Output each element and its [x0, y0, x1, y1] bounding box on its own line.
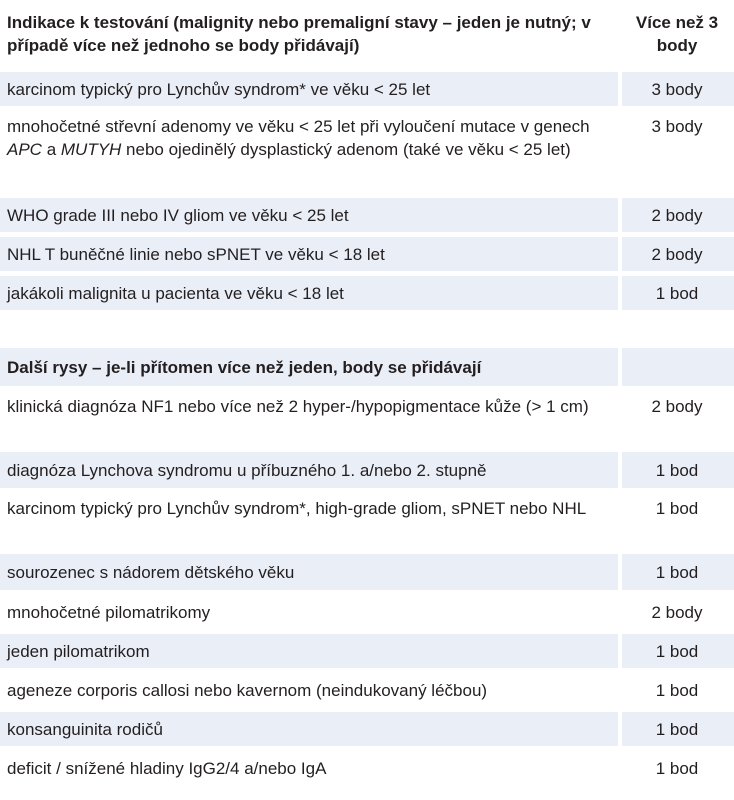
points-value: 2 body — [651, 602, 703, 622]
section1-header-points-label — [620, 6, 734, 66]
criterion-text: mnohočetné pilomatrikomy — [7, 602, 211, 622]
criterion-cell — [0, 72, 620, 106]
criterion-cell — [0, 237, 620, 271]
points-value: 1 bod — [655, 680, 699, 700]
gene-name: MUTYH — [60, 140, 122, 159]
section1-header-row — [0, 6, 734, 66]
criterion-text-part: mnohočetné střevní adenomy ve věku < 25 let při vyloučení mutace v genech — [7, 117, 590, 136]
points-value: 3 body — [651, 79, 703, 99]
criterion-text: ageneze corporis callosi nebo kavernom (neindukovaný léčbou) — [7, 680, 488, 700]
points-value: 2 body — [651, 205, 703, 225]
section2-header-row — [0, 348, 734, 386]
points-cell — [620, 492, 734, 550]
criterion-cell — [0, 712, 620, 746]
points-value: 1 bod — [655, 719, 699, 739]
points-cell — [620, 237, 734, 271]
section1-header-text: Indikace k testování (malignity nebo premaligní stavy – jeden je nutný; v případě více než jednoho se body přidávají) — [7, 13, 591, 55]
points-cell — [620, 390, 734, 448]
criterion-text-part: a — [41, 140, 61, 159]
points-cell — [620, 276, 734, 310]
points-value: 1 bod — [655, 283, 699, 303]
table-row — [0, 110, 734, 192]
points-cell — [620, 672, 734, 708]
criterion-text — [7, 115, 614, 161]
table-row — [0, 198, 734, 232]
points-cell — [620, 452, 734, 488]
gene-name: APC — [7, 140, 42, 159]
section2-header-label — [0, 348, 620, 386]
criterion-text: WHO grade III nebo IV gliom ve věku < 25 let — [7, 205, 349, 225]
criterion-text: diagnóza Lynchova syndromu u příbuzného 1. a/nebo 2. stupně — [7, 460, 487, 480]
points-cell — [620, 750, 734, 786]
points-cell — [620, 554, 734, 590]
table-row — [0, 750, 734, 786]
criterion-cell — [0, 198, 620, 232]
table-row — [0, 276, 734, 310]
criterion-cell — [0, 276, 620, 310]
points-value: 3 body — [651, 117, 703, 136]
points-cell — [620, 634, 734, 668]
table-row — [0, 72, 734, 106]
table-row — [0, 672, 734, 708]
criterion-cell — [0, 452, 620, 488]
section2-header-text: Další rysy – je-li přítomen více než jeden, body se přidávají — [7, 357, 482, 377]
table-row — [0, 594, 734, 630]
criterion-cell — [0, 390, 620, 448]
table-row — [0, 452, 734, 488]
points-cell — [620, 110, 734, 192]
points-value: 2 body — [651, 397, 703, 416]
points-value: 1 bod — [655, 562, 699, 582]
points-value: 1 bod — [655, 499, 699, 518]
points-value: 1 bod — [655, 758, 699, 778]
points-value: 2 body — [651, 244, 703, 264]
criterion-cell — [0, 672, 620, 708]
table-row — [0, 554, 734, 590]
column-gap — [618, 0, 622, 800]
points-cell — [620, 594, 734, 630]
table-row — [0, 634, 734, 668]
criterion-cell — [0, 594, 620, 630]
criterion-text: konsanguinita rodičů — [7, 719, 163, 739]
criterion-cell — [0, 634, 620, 668]
section2-header-points-label — [620, 348, 734, 386]
points-cell — [620, 198, 734, 232]
criterion-text: jeden pilomatrikom — [7, 641, 150, 661]
criterion-cell — [0, 110, 620, 192]
points-cell — [620, 712, 734, 746]
points-value: 1 bod — [655, 641, 699, 661]
criterion-text: karcinom typický pro Lynchův syndrom*, high-grade gliom, sPNET nebo NHL — [7, 499, 587, 518]
points-cell — [620, 72, 734, 106]
criterion-text: karcinom typický pro Lynchův syndrom* ve věku < 25 let — [7, 79, 431, 99]
table-row — [0, 237, 734, 271]
criterion-text: sourozenec s nádorem dětského věku — [7, 562, 295, 582]
criterion-cell — [0, 750, 620, 786]
table-row — [0, 712, 734, 746]
criterion-cell — [0, 492, 620, 550]
criterion-text: deficit / snížené hladiny IgG2/4 a/nebo IgA — [7, 758, 327, 778]
table-row — [0, 492, 734, 550]
section1-header-points-text: Více než 3 body — [635, 13, 719, 55]
criterion-text: klinická diagnóza NF1 nebo více než 2 hyper-/hypopigmentace kůže (> 1 cm) — [7, 397, 589, 416]
criterion-text: jakákoli malignita u pacienta ve věku < 18 let — [7, 283, 344, 303]
criterion-text: NHL T buněčné linie nebo sPNET ve věku < 18 let — [7, 244, 385, 264]
table-row — [0, 390, 734, 448]
points-value: 1 bod — [655, 460, 699, 480]
criterion-text-part: nebo ojedinělý dysplastický adenom (také ve věku < 25 let) — [121, 140, 571, 159]
criterion-cell — [0, 554, 620, 590]
section1-header-label — [0, 6, 620, 66]
